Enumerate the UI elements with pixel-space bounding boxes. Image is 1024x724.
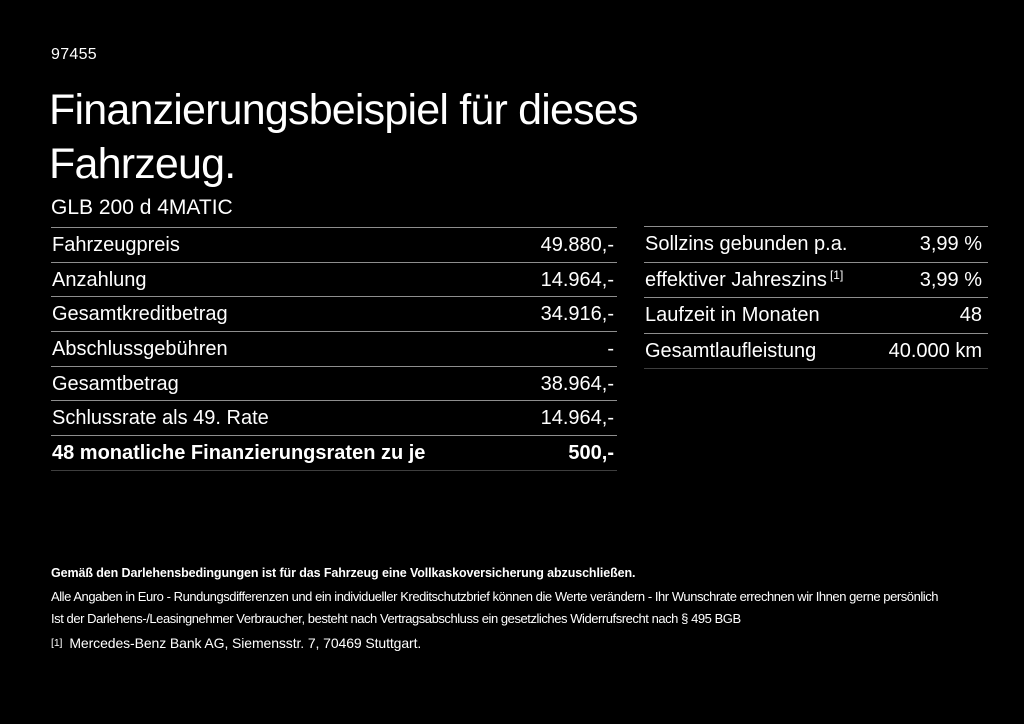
row-label: Anzahlung	[52, 268, 147, 291]
conditions-table	[644, 226, 988, 369]
row-value: 48	[959, 304, 982, 327]
footnote	[51, 635, 421, 651]
table-row-anzahlung	[51, 262, 617, 297]
row-label: Abschlussgebühren	[52, 337, 228, 360]
vehicle-model-name: GLB 200 d 4MATIC	[51, 196, 233, 219]
row-label: Schlussrate als 49. Rate	[52, 407, 269, 430]
footnote-text: Mercedes-Benz Bank AG, Siemensstr. 7, 70469 Stuttgart.	[69, 635, 422, 651]
table-row-sollzins	[644, 226, 988, 262]
table-row-gesamtkreditbetrag	[51, 296, 617, 331]
page-title-line2: Fahrzeug.	[49, 140, 236, 188]
footnote-ref-marker: [1]	[829, 268, 844, 283]
row-value: 49.880,-	[540, 233, 614, 256]
disclaimer-line-2: Ist der Darlehens-/Leasingnehmer Verbraucher, besteht nach Vertragsabschluss ein gesetzliches Widerrufsrecht nach § 495 BGB	[51, 611, 741, 626]
table-row-laufzeit	[644, 297, 988, 333]
row-value: 40.000 km	[888, 339, 982, 362]
row-value: 3,99 %	[919, 233, 982, 256]
table-row-gesamtbetrag	[51, 366, 617, 401]
row-label: Sollzins gebunden p.a.	[645, 233, 848, 256]
page-title-line1: Finanzierungsbeispiel für dieses	[49, 86, 638, 134]
table-row-effektiver-jahreszins	[644, 262, 988, 298]
row-value: 34.916,-	[540, 303, 614, 326]
row-label: 48 monatliche Finanzierungsraten zu je	[52, 441, 426, 464]
row-value: 14.964,-	[540, 407, 614, 430]
row-label: Laufzeit in Monaten	[645, 304, 820, 327]
row-label	[644, 269, 843, 290]
row-value: 500,-	[568, 441, 614, 464]
financing-table	[51, 227, 617, 471]
disclaimer-line-1: Alle Angaben in Euro - Rundungsdifferenzen und ein individueller Kreditschutzbrief können die Werte verändern - Ihr Wunschrate errechnen wir Ihnen gerne persönlich	[51, 589, 939, 604]
table-row-schlussrate	[51, 400, 617, 435]
row-label: Gesamtkreditbetrag	[52, 303, 228, 326]
row-label: Gesamtlaufleistung	[645, 339, 817, 362]
row-value: 14.964,-	[540, 268, 614, 291]
reference-number: 97455	[51, 46, 97, 63]
row-value: -	[607, 337, 614, 360]
row-value: 3,99 %	[919, 268, 982, 291]
table-row-fahrzeugpreis	[51, 227, 617, 262]
row-label: Fahrzeugpreis	[52, 233, 180, 256]
insurance-note: Gemäß den Darlehensbedingungen ist für das Fahrzeug eine Vollkaskoversicherung abzuschließen.	[51, 566, 636, 580]
page-title	[49, 83, 638, 191]
table-row-gesamtlaufleistung	[644, 333, 988, 369]
table-row-monatsrate	[51, 435, 617, 470]
table-row-abschlussgebuehren	[51, 331, 617, 366]
row-label: Gesamtbetrag	[52, 372, 179, 395]
footnote-marker: [1]	[51, 636, 63, 649]
row-value: 38.964,-	[540, 372, 614, 395]
row-label-text: effektiver Jahreszins	[645, 269, 827, 292]
